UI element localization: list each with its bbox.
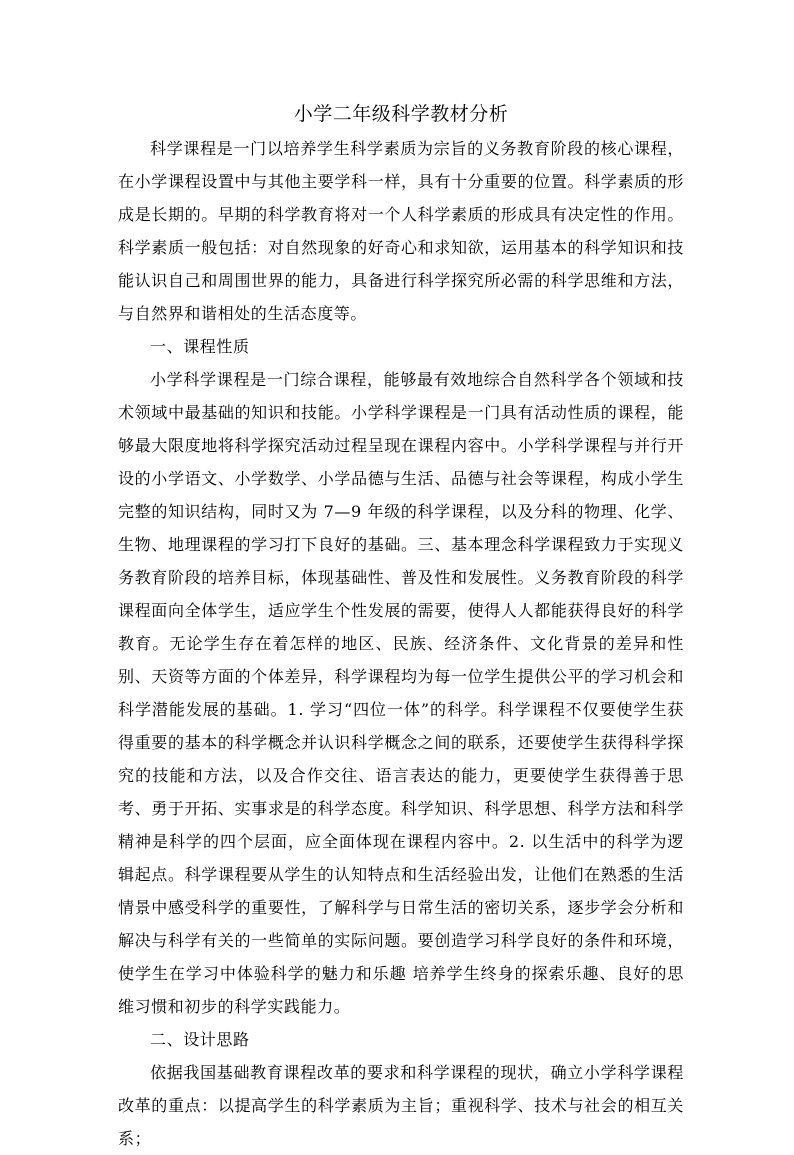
design-idea-paragraph: 依据我国基础教育课程改革的要求和科学课程的现状，确立小学科学课程改革的重点：以提高学生的科学素质为主旨；重视科学、技术与社会的相互关系； bbox=[118, 1063, 684, 1148]
course-nature-paragraph: 小学科学课程是一门综合课程，能够最有效地综合自然科学各个领域和技术领域中最基础的知识和技能。小学科学课程是一门具有活动性质的课程，能够最大限度地将科学探究活动过程呈现在课程内容中。小学科学课程与并行开设的小学语文、小学数学、小学品德与生活、品德与社会等课程，构成小学生完整的知识结构，同时又为 7—9 年级的科学课程，以及分科的物理、化学、生物、地理课程的学习打下良好的基础。三、基本理念科学课程致力于实现义务教育阶段的培养目标，体现基础性、普及性和发展性。义务教育阶段的科学课程面向全体学生，适应学生个性发展的需要，使得人人都能获得良好的科学教育。无论学生存在着怎样的地区、民族、经济条件、文化背景的差异和性别、天资等方面的个体差异，科学课程均为每一位学生提供公平的学习机会和科学潜能发展的基础。1. 学习“四位一体”的科学。科学课程不仅要使学生获得重要的基本的科学概念并认识科学概念之间的联系，还要使学生获得科学探究的技能和方法，以及合作交往、语言表达的能力，更要使学生获得善于思考、勇于开拓、实事求是的科学态度。科学知识、科学思想、科学方法和科学精神是科学的四个层面，应全面体现在课程内容中。2. 以生活中的科学为逻辑起点。科学课程要从学生的认知特点和生活经验出发，让他们在熟悉的生活情景中感受科学的重要性，了解科学与日常生活的密切关系，逐步学会分析和解决与科学有关的一些简单的实际问题。要创造学习科学良好的条件和环境，使学生在学习中体验科学的魅力和乐趣 培养学生终身的探索乐趣、良好的思维习惯和初步的科学实践能力。 bbox=[118, 370, 684, 1016]
document-title: 小学二年级科学教材分析 bbox=[293, 103, 509, 125]
section-heading-course-nature: 一、课程性质 bbox=[150, 337, 250, 356]
document-page bbox=[118, 96, 684, 1155]
intro-paragraph: 科学课程是一门以培养学生科学素质为宗旨的义务教育阶段的核心课程，在小学课程设置中与其他主要学科一样，具有十分重要的位置。科学素质的形成是长期的。早期的科学教育将对一个人科学素质的形成具有决定性的作用。科学素质一般包括：对自然现象的好奇心和求知欲，运用基本的科学知识和技能认识自己和周围世界的能力，具备进行科学探究所必需的科学思维和方法，与自然界和谐相处的生活态度等。 bbox=[118, 139, 684, 323]
section-heading-design-idea: 二、设计思路 bbox=[150, 1030, 250, 1049]
